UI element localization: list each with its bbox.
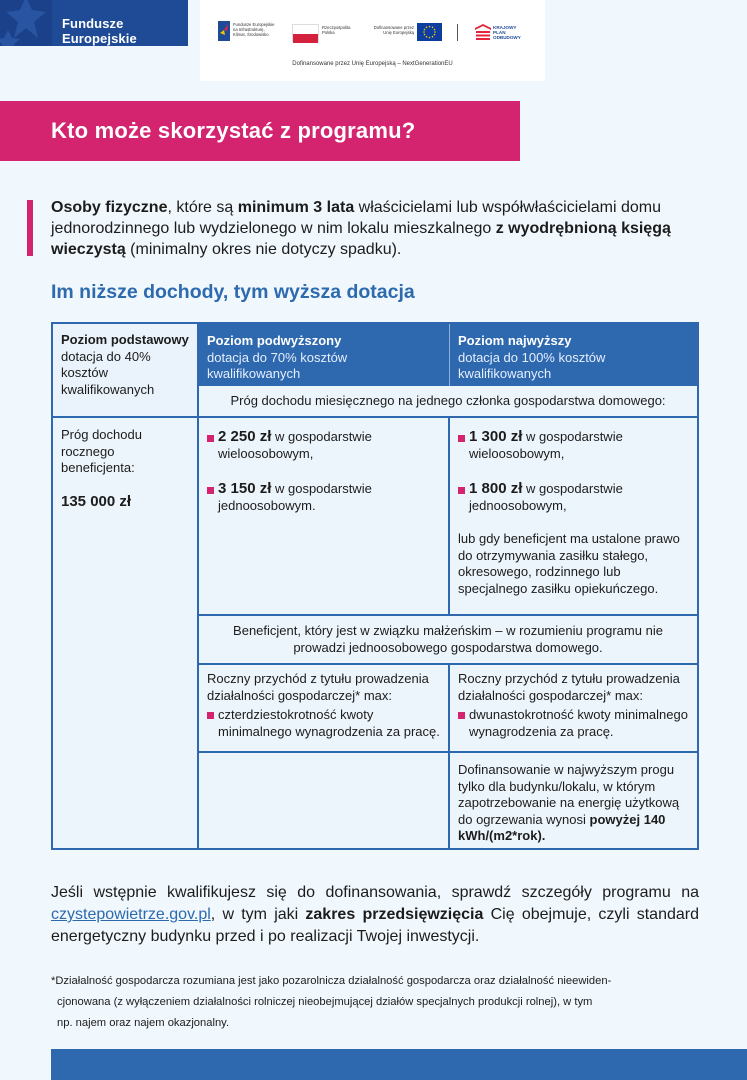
- subheading: Im niższe dochody, tym wyższa dotacja: [51, 281, 415, 303]
- highest-monthly-thresholds: [450, 418, 697, 616]
- poland-flag-icon: [292, 24, 319, 42]
- fundusze-europejskie-header: [0, 0, 188, 46]
- list-item: 1 800 zł w gospodarstwie jednoosobowym,: [458, 481, 691, 514]
- list-item: 3 150 zł w gospodarstwie jednoosobowym.: [207, 481, 440, 514]
- poland-logo-text: Rzeczpospolita Polska: [322, 25, 351, 35]
- married-note: Beneficjent, który jest w związku małżeńskim – w rozumieniu programu nie prowadzi jednoosobowego gospodarstwa domowego.: [199, 616, 697, 665]
- section-title: Kto może skorzystać z programu?: [51, 118, 416, 143]
- basic-income-amount: 135 000 zł: [61, 492, 132, 510]
- highest-business-limit: Roczny przychód z tytułu prowadzenia działalności gospodarczej* max: dwunastokrotność kwoty minimalnego wynagrodzenia za pracę.: [450, 665, 697, 753]
- list-item: dwunastokrotność kwoty minimalnego wynagrodzenia za pracę.: [458, 707, 693, 740]
- intro-accent-bar: [27, 200, 33, 256]
- list-item: 2 250 zł w gospodarstwie wieloosobowym,: [207, 429, 440, 462]
- program-website-link[interactable]: czystepowietrze.gov.pl: [51, 906, 211, 923]
- fe-program-logo-text: Fundusze Europejskie na Infrastrukturę, Klimat, Środowisko: [233, 22, 275, 37]
- list-item: czterdziestokrotność kwoty minimalnego wynagrodzenia za pracę.: [207, 707, 442, 740]
- level-highest-header: Poziom najwyższy dotacja do 100% kosztów kwalifikowanych: [450, 324, 697, 386]
- eu-flag-icon: [417, 23, 442, 41]
- fe-program-logo-icon: [218, 21, 230, 41]
- funding-logos-bar: [200, 0, 545, 81]
- alt-condition: lub gdy beneficjent ma ustalone prawo do otrzymywania zasiłku stałego, okresowego, rodzinnego lub specjalnego zasiłku opiekuńczego.: [458, 531, 680, 596]
- kpo-logo-icon: [475, 24, 491, 42]
- empty-cell: [199, 753, 450, 848]
- level-basic-header: Poziom podstawowy dotacja do 40% kosztów kwalifikowanych: [53, 324, 199, 418]
- kpo-logo-text: KRAJOWY PLAN ODBUDOWY: [493, 25, 521, 41]
- brand-title: Fundusze Europejskie: [62, 16, 137, 46]
- eu-logo-text: Dofinansowane przez Unię Europejską: [373, 25, 414, 35]
- elevated-business-limit: Roczny przychód z tytułu prowadzenia działalności gospodarczej* max: czterdziestokrotność kwoty minimalnego wynagrodzenia za pracę.: [199, 665, 450, 753]
- funding-caption: Dofinansowane przez Unię Europejską – NextGenerationEU: [292, 61, 453, 67]
- basic-income-threshold: Próg dochodu rocznego beneficjenta: 135 000 zł: [53, 418, 199, 848]
- monthly-threshold-label: Próg dochodu miesięcznego na jednego członka gospodarstwa domowego:: [199, 386, 697, 418]
- elevated-monthly-thresholds: [199, 418, 450, 616]
- eligibility-intro: Osoby fizyczne, które są minimum 3 lata właścicielami lub współwłaścicielami domu jednorodzinnego lub wydzielonego w nim lokalu mieszkalnego z wyodrębnioną księgą wieczystą (minimalny okres nie dotyczy spadku).: [51, 199, 671, 258]
- level-elevated-header: Poziom podwyższony dotacja do 70% kosztów kwalifikowanych: [199, 324, 450, 386]
- energy-demand-note: Dofinansowanie w najwyższym progu tylko dla budynku/lokalu, w którym zapotrzebowanie na energię użytkową do ogrzewania wynosi powyżej 140 kWh/(m2*rok).: [458, 762, 680, 843]
- eu-stars-graphic-icon: [0, 0, 52, 46]
- logo-divider: [457, 24, 458, 41]
- list-item: 1 300 zł w gospodarstwie wieloosobowym,: [458, 429, 691, 462]
- footnote: *Działalność gospodarcza rozumiana jest jako pozarolnicza działalność gospodarcza oraz działalność nieewiden- cjonowana (z wyłączeniem działalności rolniczej nieobejmującej działów specjalnych produkcji rolnej), w tym np. najem oraz najem okazjonalny.: [51, 975, 612, 1029]
- subsidy-levels-table: [51, 322, 699, 850]
- footer-bar: [51, 1049, 747, 1080]
- outro-paragraph: Jeśli wstępnie kwalifikujesz się do dofinansowania, sprawdź szczegóły programu na czystepowietrze.gov.pl, w tym jaki zakres przedsięwzięcia Cię obejmuje, czyli standard energetyczny budynku przed i po realizacji Twojej inwestycji.: [51, 884, 699, 945]
- section-title-banner: [0, 101, 520, 161]
